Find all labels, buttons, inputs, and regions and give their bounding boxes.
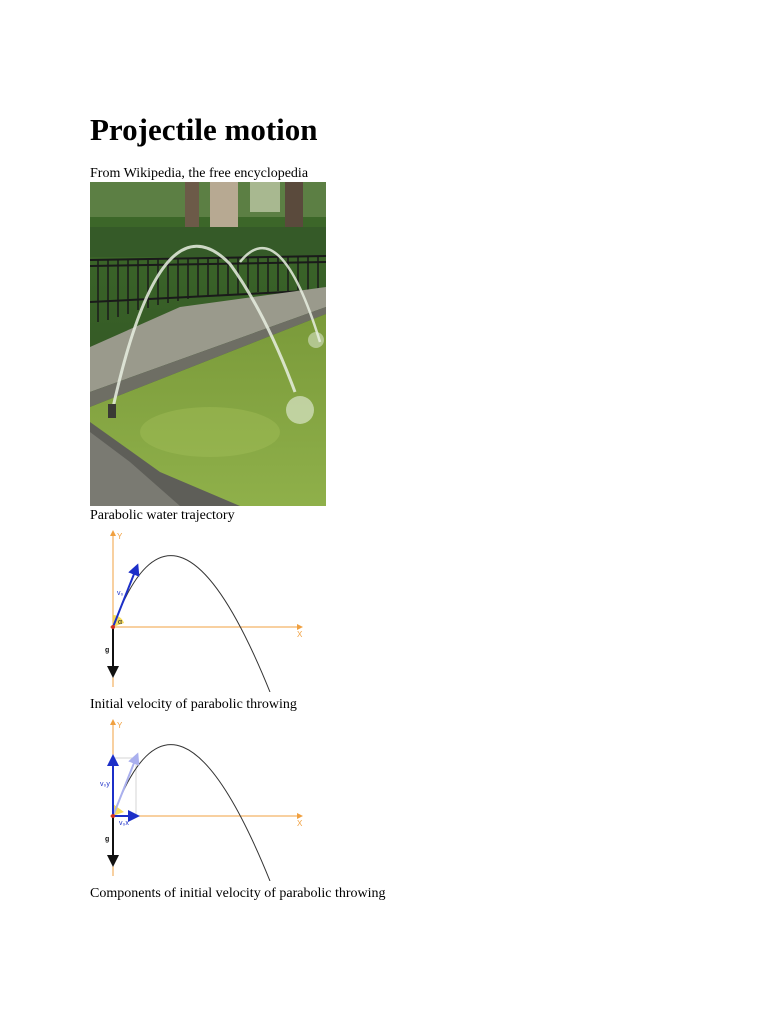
vx-label: v₀x	[119, 820, 129, 827]
velocity-vector	[113, 758, 136, 816]
velocity-vector	[113, 569, 136, 627]
velocity-components-diagram	[90, 716, 326, 881]
trajectory-curve	[113, 556, 270, 692]
velocity-diagram	[90, 527, 326, 692]
vy-label: v₀y	[100, 781, 110, 788]
origin-point	[111, 814, 115, 818]
page-title: Projectile motion	[90, 112, 318, 147]
x-axis-label: X	[297, 630, 303, 639]
gravity-label: g	[105, 647, 110, 654]
figure-caption-1: Parabolic water trajectory	[90, 508, 235, 523]
y-axis-label: Y	[117, 721, 123, 730]
x-axis-label: X	[297, 819, 303, 828]
fountain-photo	[90, 182, 326, 506]
gravity-label: g	[105, 836, 110, 843]
origin-point	[111, 625, 115, 629]
page-subtitle: From Wikipedia, the free encyclopedia	[90, 166, 309, 181]
y-axis-label: Y	[117, 532, 123, 541]
velocity-label: v₀	[117, 590, 124, 597]
angle-label: α	[118, 619, 123, 626]
figure-caption-2: Initial velocity of parabolic throwing	[90, 697, 297, 712]
trajectory-curve	[113, 745, 270, 881]
figure-caption-3: Components of initial velocity of parabolic throwing	[90, 886, 386, 901]
